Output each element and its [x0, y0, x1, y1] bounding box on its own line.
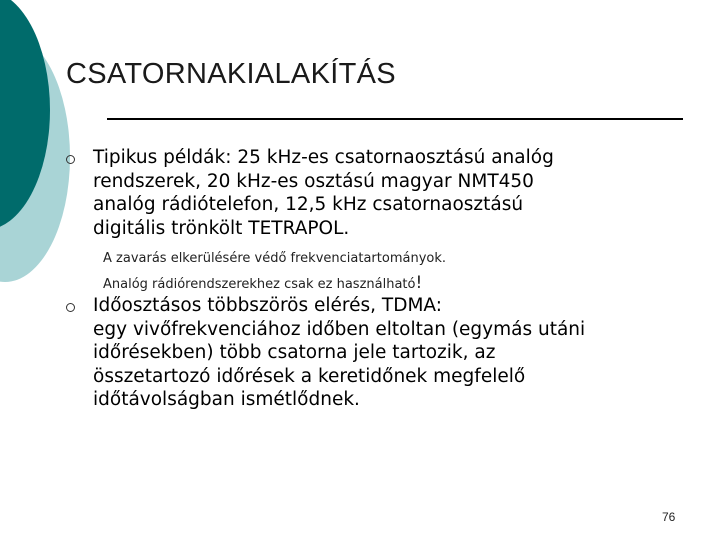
bullet-1-line-1: Tipikus példák: 25 kHz-es csatornaosztású analóg — [93, 147, 554, 168]
note-line-2 — [103, 273, 422, 293]
bullet-2-line-1: Időosztásos többszörös elérés, TDMA: — [93, 295, 442, 316]
note-line-2-exclamation: ! — [415, 273, 423, 293]
bullet-circle-icon — [66, 155, 75, 164]
bullet-2-line-4: összetartozó időrések a keretidőnek megfelelő — [93, 365, 526, 387]
note-line-2-text: Analóg rádiórendszerekhez csak ez használható — [103, 277, 416, 292]
bullet-1-line-4: digitális trönkölt TETRAPOL. — [93, 217, 350, 239]
bullet-1 — [93, 146, 673, 240]
bullet-2-line-3: időrésekben) több csatorna jele tartozik, az — [93, 342, 496, 363]
bullet-2-line-2: egy vivőfrekvenciához időben eltoltan (egymás utáni — [93, 318, 586, 340]
page-number: 76 — [662, 510, 676, 524]
slide-title: CSATORNAKIALAKÍTÁS — [66, 58, 396, 90]
bullet-1-line-3: analóg rádiótelefon, 12,5 kHz csatornaosztású — [93, 194, 524, 215]
bullet-2 — [93, 294, 673, 412]
bullet-2-line-5: időtávolságban ismétlődnek. — [93, 389, 360, 410]
title-underline — [107, 118, 683, 120]
note-line-1: A zavarás elkerülésére védő frekvenciatartományok. — [103, 251, 447, 266]
bullet-circle-icon — [66, 303, 75, 312]
bullet-1-line-2: rendszerek, 20 kHz-es osztású magyar NMT450 — [93, 170, 534, 192]
